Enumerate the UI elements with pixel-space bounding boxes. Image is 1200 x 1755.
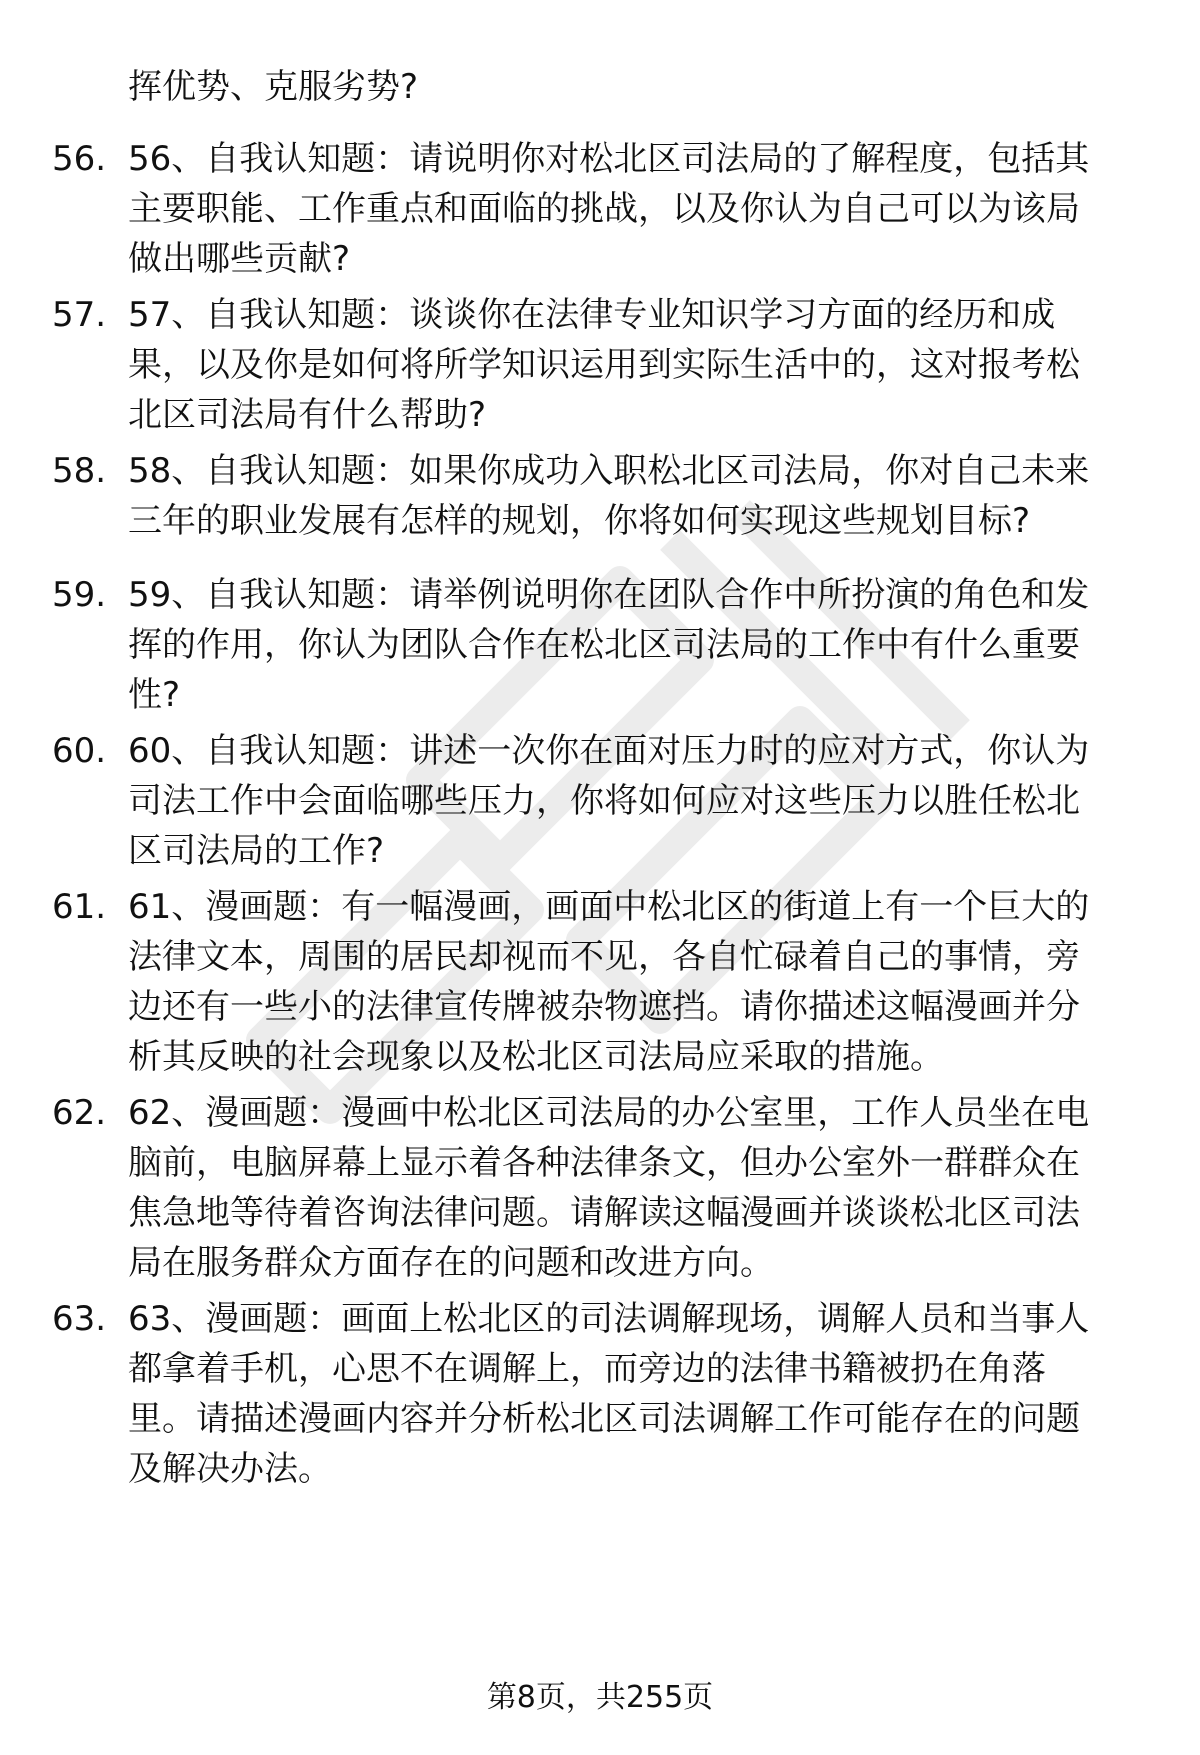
text-line: 做出哪些贡献? <box>128 239 351 279</box>
list-number: 59. <box>52 575 107 615</box>
text-line: 60、自我认知题：讲述一次你在面对压力时的应对方式，你认为 <box>128 731 1090 771</box>
question-text <box>128 882 1168 1082</box>
list-number: 61. <box>52 887 107 927</box>
question-text <box>128 726 1168 876</box>
text-line: 边还有一些小的法律宣传牌被杂物遮挡。请你描述这幅漫画并分 <box>128 987 1080 1027</box>
text-line: 局在服务群众方面存在的问题和改进方向。 <box>128 1243 774 1283</box>
text-line: 北区司法局有什么帮助? <box>128 395 487 435</box>
list-number: 57. <box>52 295 107 335</box>
list-number: 58. <box>52 451 107 491</box>
page-footer: 第8页，共255页 <box>486 1680 714 1715</box>
text-line: 里。请描述漫画内容并分析松北区司法调解工作可能存在的问题 <box>128 1399 1080 1439</box>
text-line: 性? <box>128 675 181 715</box>
text-line: 58、自我认知题：如果你成功入职松北区司法局，你对自己未来 <box>128 451 1090 491</box>
text-line: 脑前，电脑屏幕上显示着各种法律条文，但办公室外一群群众在 <box>128 1143 1080 1183</box>
text-line: 果，以及你是如何将所学知识运用到实际生活中的，这对报考松 <box>128 345 1080 385</box>
text-line: 59、自我认知题：请举例说明你在团队合作中所扮演的角色和发 <box>128 575 1090 615</box>
text-line: 焦急地等待着咨询法律问题。请解读这幅漫画并谈谈松北区司法 <box>128 1193 1080 1233</box>
text-line: 司法工作中会面临哪些压力，你将如何应对这些压力以胜任松北 <box>128 781 1080 821</box>
text-line: 都拿着手机，心思不在调解上，而旁边的法律书籍被扔在角落 <box>128 1349 1046 1389</box>
continuation-line: 挥优势、克服劣势? <box>128 67 419 107</box>
text-line: 析其反映的社会现象以及松北区司法局应采取的措施。 <box>128 1037 944 1077</box>
text-line: 63、漫画题：画面上松北区的司法调解现场，调解人员和当事人 <box>128 1299 1090 1339</box>
question-text <box>128 290 1168 440</box>
text-line: 62、漫画题：漫画中松北区司法局的办公室里，工作人员坐在电 <box>128 1093 1090 1133</box>
text-line: 61、漫画题：有一幅漫画，画面中松北区的街道上有一个巨大的 <box>128 887 1090 927</box>
question-text <box>128 1294 1168 1494</box>
text-line: 三年的职业发展有怎样的规划，你将如何实现这些规划目标? <box>128 501 1031 541</box>
question-text <box>128 1088 1168 1288</box>
text-line: 区司法局的工作? <box>128 831 385 871</box>
list-number: 62. <box>52 1093 107 1133</box>
question-text <box>128 570 1168 720</box>
list-number: 63. <box>52 1299 107 1339</box>
text-line: 及解决办法。 <box>128 1449 332 1489</box>
question-text <box>128 134 1168 284</box>
text-line: 挥的作用，你认为团队合作在松北区司法局的工作中有什么重要 <box>128 625 1080 665</box>
text-line: 57、自我认知题：谈谈你在法律专业知识学习方面的经历和成 <box>128 295 1056 335</box>
question-text <box>128 446 1168 546</box>
text-line: 56、自我认知题：请说明你对松北区司法局的了解程度，包括其 <box>128 139 1090 179</box>
list-number: 60. <box>52 731 107 771</box>
list-number: 56. <box>52 139 107 179</box>
text-line: 法律文本，周围的居民却视而不见，各自忙碌着自己的事情，旁 <box>128 937 1080 977</box>
text-line: 主要职能、工作重点和面临的挑战，以及你认为自己可以为该局 <box>128 189 1080 229</box>
